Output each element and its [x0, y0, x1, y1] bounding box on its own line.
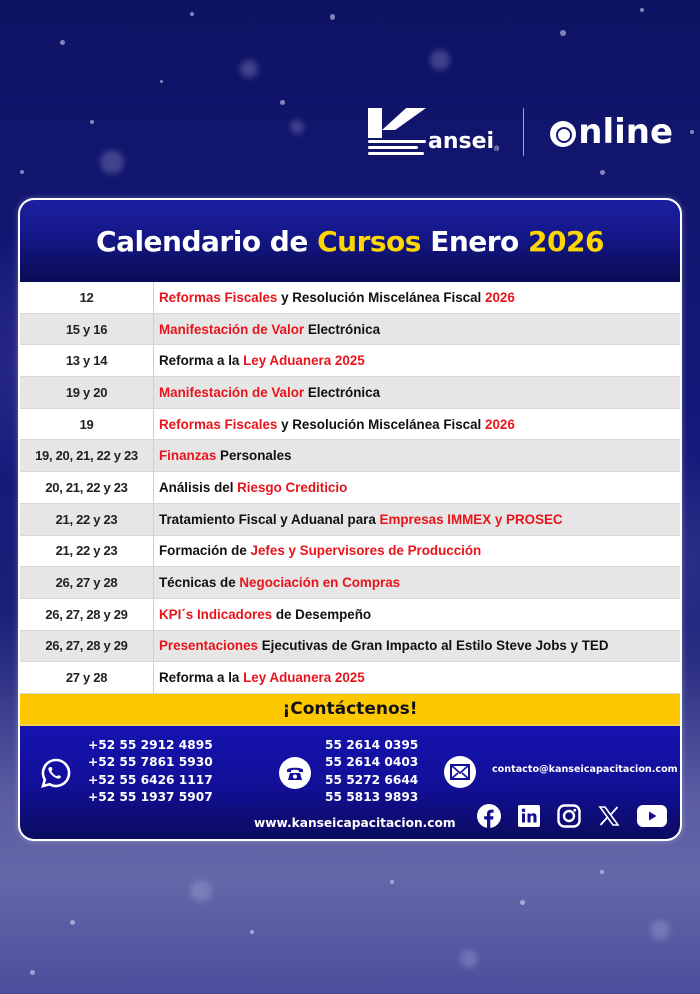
website-link[interactable]: www.kanseicapacitacion.com [254, 815, 456, 830]
whatsapp-number[interactable]: +52 55 7861 5930 [88, 755, 213, 770]
course-title: Reforma a la Ley Aduanera 2025 [159, 670, 365, 686]
course-date: 26, 27, 28 y 29 [20, 631, 154, 662]
phone-number[interactable]: 55 2614 0395 [325, 737, 419, 752]
youtube-icon[interactable] [636, 803, 668, 829]
course-calendar-card [18, 198, 682, 841]
course-title: Técnicas de Negociación en Compras [159, 575, 401, 591]
table-row [20, 599, 680, 631]
whatsapp-number[interactable]: +52 55 6426 1117 [88, 772, 213, 787]
telephone-icon [279, 757, 311, 789]
brand-name: ansei [428, 128, 495, 154]
course-title: Reforma a la Ley Aduanera 2025 [159, 353, 365, 369]
title-part-highlight: 2026 [528, 224, 604, 258]
linkedin-icon[interactable] [516, 803, 542, 829]
table-row [20, 472, 680, 504]
course-title: Reformas Fiscales y Resolución Miscelánea Fiscal 2026 [159, 289, 515, 305]
kansei-k-logo-icon [368, 106, 426, 158]
course-date: 26, 27 y 28 [20, 567, 154, 598]
table-row [20, 504, 680, 536]
kansei-online-logo [368, 104, 673, 160]
table-row [20, 282, 680, 314]
course-title: Finanzas Personales [159, 448, 292, 464]
course-date: 19 [20, 409, 154, 440]
contact-section [20, 726, 680, 841]
title-part-highlight: Cursos [317, 224, 421, 258]
course-date: 12 [20, 282, 154, 313]
table-row [20, 377, 680, 409]
course-date: 21, 22 y 23 [20, 504, 154, 535]
social-links [476, 803, 668, 829]
phone-number[interactable]: 55 5813 9893 [325, 790, 419, 805]
course-date: 26, 27, 28 y 29 [20, 599, 154, 630]
course-date: 19, 20, 21, 22 y 23 [20, 440, 154, 471]
logo-divider [523, 108, 524, 156]
course-date: 19 y 20 [20, 377, 154, 408]
landline-numbers [325, 737, 418, 807]
table-row [20, 440, 680, 472]
table-row [20, 662, 680, 694]
contact-banner: ¡Contáctenos! [20, 694, 680, 726]
table-row [20, 409, 680, 441]
whatsapp-number[interactable]: +52 55 1937 5907 [88, 790, 213, 805]
envelope-icon [444, 756, 476, 788]
instagram-icon[interactable] [556, 803, 582, 829]
phone-number[interactable]: 55 5272 6644 [325, 772, 419, 787]
facebook-icon[interactable] [476, 803, 502, 829]
course-date: 13 y 14 [20, 345, 154, 376]
table-row [20, 314, 680, 346]
table-row [20, 567, 680, 599]
whatsapp-numbers [88, 737, 213, 807]
title-part: Enero [420, 224, 529, 258]
globe-icon [550, 121, 576, 147]
course-date: 15 y 16 [20, 314, 154, 345]
registered-mark: ® [494, 145, 500, 153]
table-row [20, 536, 680, 568]
course-date: 21, 22 y 23 [20, 536, 154, 567]
course-title: Formación de Jefes y Supervisores de Producción [159, 543, 482, 559]
course-title: Manifestación de Valor Electrónica [159, 384, 381, 400]
course-table [20, 282, 680, 694]
whatsapp-icon[interactable] [40, 757, 72, 789]
phone-number[interactable]: 55 2614 0403 [325, 755, 419, 770]
title-part: Calendario de [96, 224, 318, 258]
email-link[interactable]: contacto@kanseicapacitacion.com [492, 763, 678, 775]
course-title: KPI´s Indicadores de Desempeño [159, 606, 372, 622]
course-title: Presentaciones Ejecutivas de Gran Impacto al Estilo Steve Jobs y TED [159, 638, 609, 654]
course-title: Análisis del Riesgo Crediticio [159, 479, 348, 495]
course-date: 27 y 28 [20, 662, 154, 693]
table-row [20, 345, 680, 377]
x-icon[interactable] [596, 803, 622, 829]
course-title: Tratamiento Fiscal y Aduanal para Empresas IMMEX y PROSEC [159, 511, 563, 527]
course-date: 20, 21, 22 y 23 [20, 472, 154, 503]
course-title: Manifestación de Valor Electrónica [159, 321, 381, 337]
online-text: nline [578, 112, 674, 152]
whatsapp-number[interactable]: +52 55 2912 4895 [88, 737, 213, 752]
online-wordmark [550, 112, 673, 152]
table-row [20, 631, 680, 663]
page-title [20, 200, 680, 282]
course-title: Reformas Fiscales y Resolución Miscelánea Fiscal 2026 [159, 416, 515, 432]
